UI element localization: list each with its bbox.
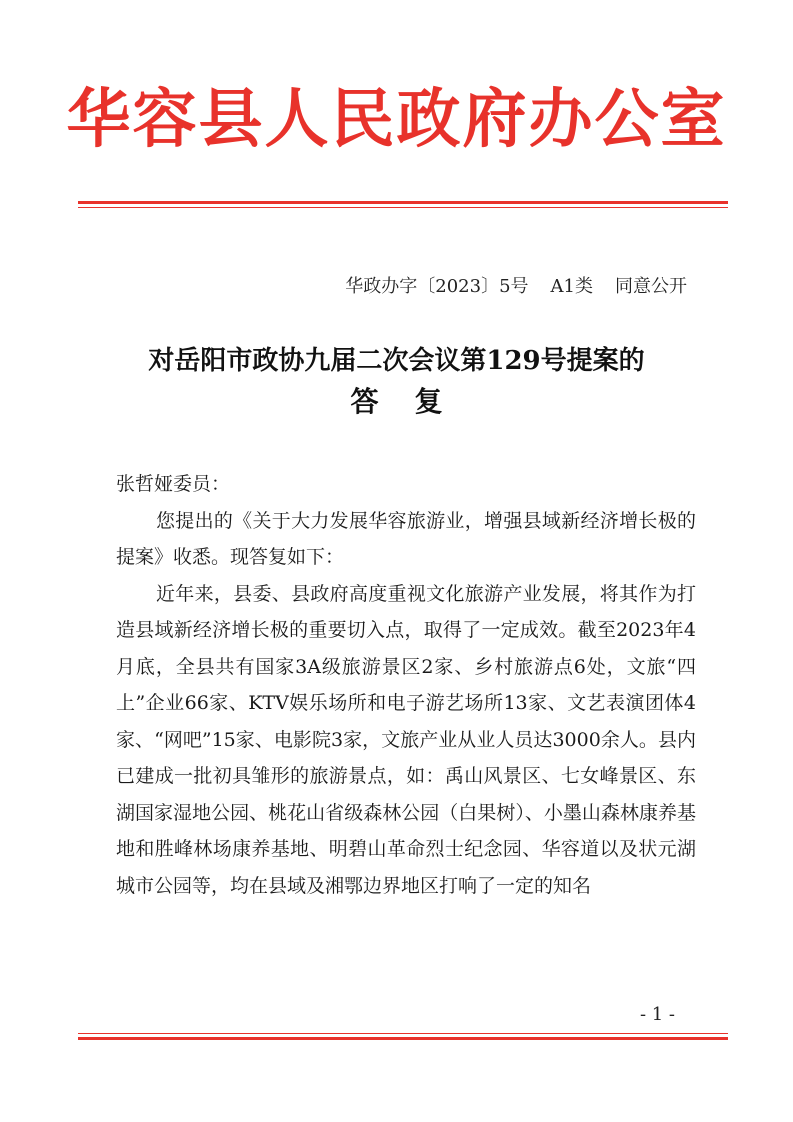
document-number: 华政办字〔2023〕5号 [345, 276, 529, 297]
issuing-authority-heading: 华容县人民政府办公室 [66, 82, 727, 157]
salutation: 张哲娅委员： [116, 473, 231, 495]
document-category: A1类 [550, 276, 593, 297]
header-red-rule-thick [78, 201, 728, 204]
disclosure-status: 同意公开 [615, 276, 687, 297]
document-title-line-2: 答复 [350, 385, 479, 418]
body-paragraph-2: 近年来，县委、县政府高度重视文化旅游产业发展，将其作为打造县域新经济增长极的重要切入点，取得了一定成效。截至2023年4月底，全县共有国家3A级旅游景区2家、乡村旅游点6处，文旅“四上”企业66家、KTV娱乐场所和电子游艺场所13家、文艺表演团体4家、“网吧”15家、电影院3家，文旅产业从业人员达3000余人。县内已建成一批初具雏形的旅游景点，如：禹山风景区、七女峰景区、东湖国家湿地公园、桃花山省级森林公园（白果树）、小墨山森林康养基地和胜峰林场康养基地、明碧山革命烈士纪念园、华容道以及状元湖城市公园等，均在县域及湘鄂边界地区打响了一定的知名 [116, 582, 696, 897]
footer-red-rule-thin [78, 1033, 728, 1034]
document-number-line [345, 272, 687, 298]
page-number: - 1 - [639, 1004, 675, 1025]
footer-red-rule-thick [78, 1037, 728, 1040]
header-red-rule-thin [78, 207, 728, 208]
document-body [116, 466, 696, 904]
document-title-line-1: 对岳阳市政协九届二次会议第129号提案的 [148, 346, 645, 376]
body-paragraph-1: 您提出的《关于大力发展华容旅游业，增强县域新经济增长极的提案》收悉。现答复如下： [116, 509, 696, 568]
